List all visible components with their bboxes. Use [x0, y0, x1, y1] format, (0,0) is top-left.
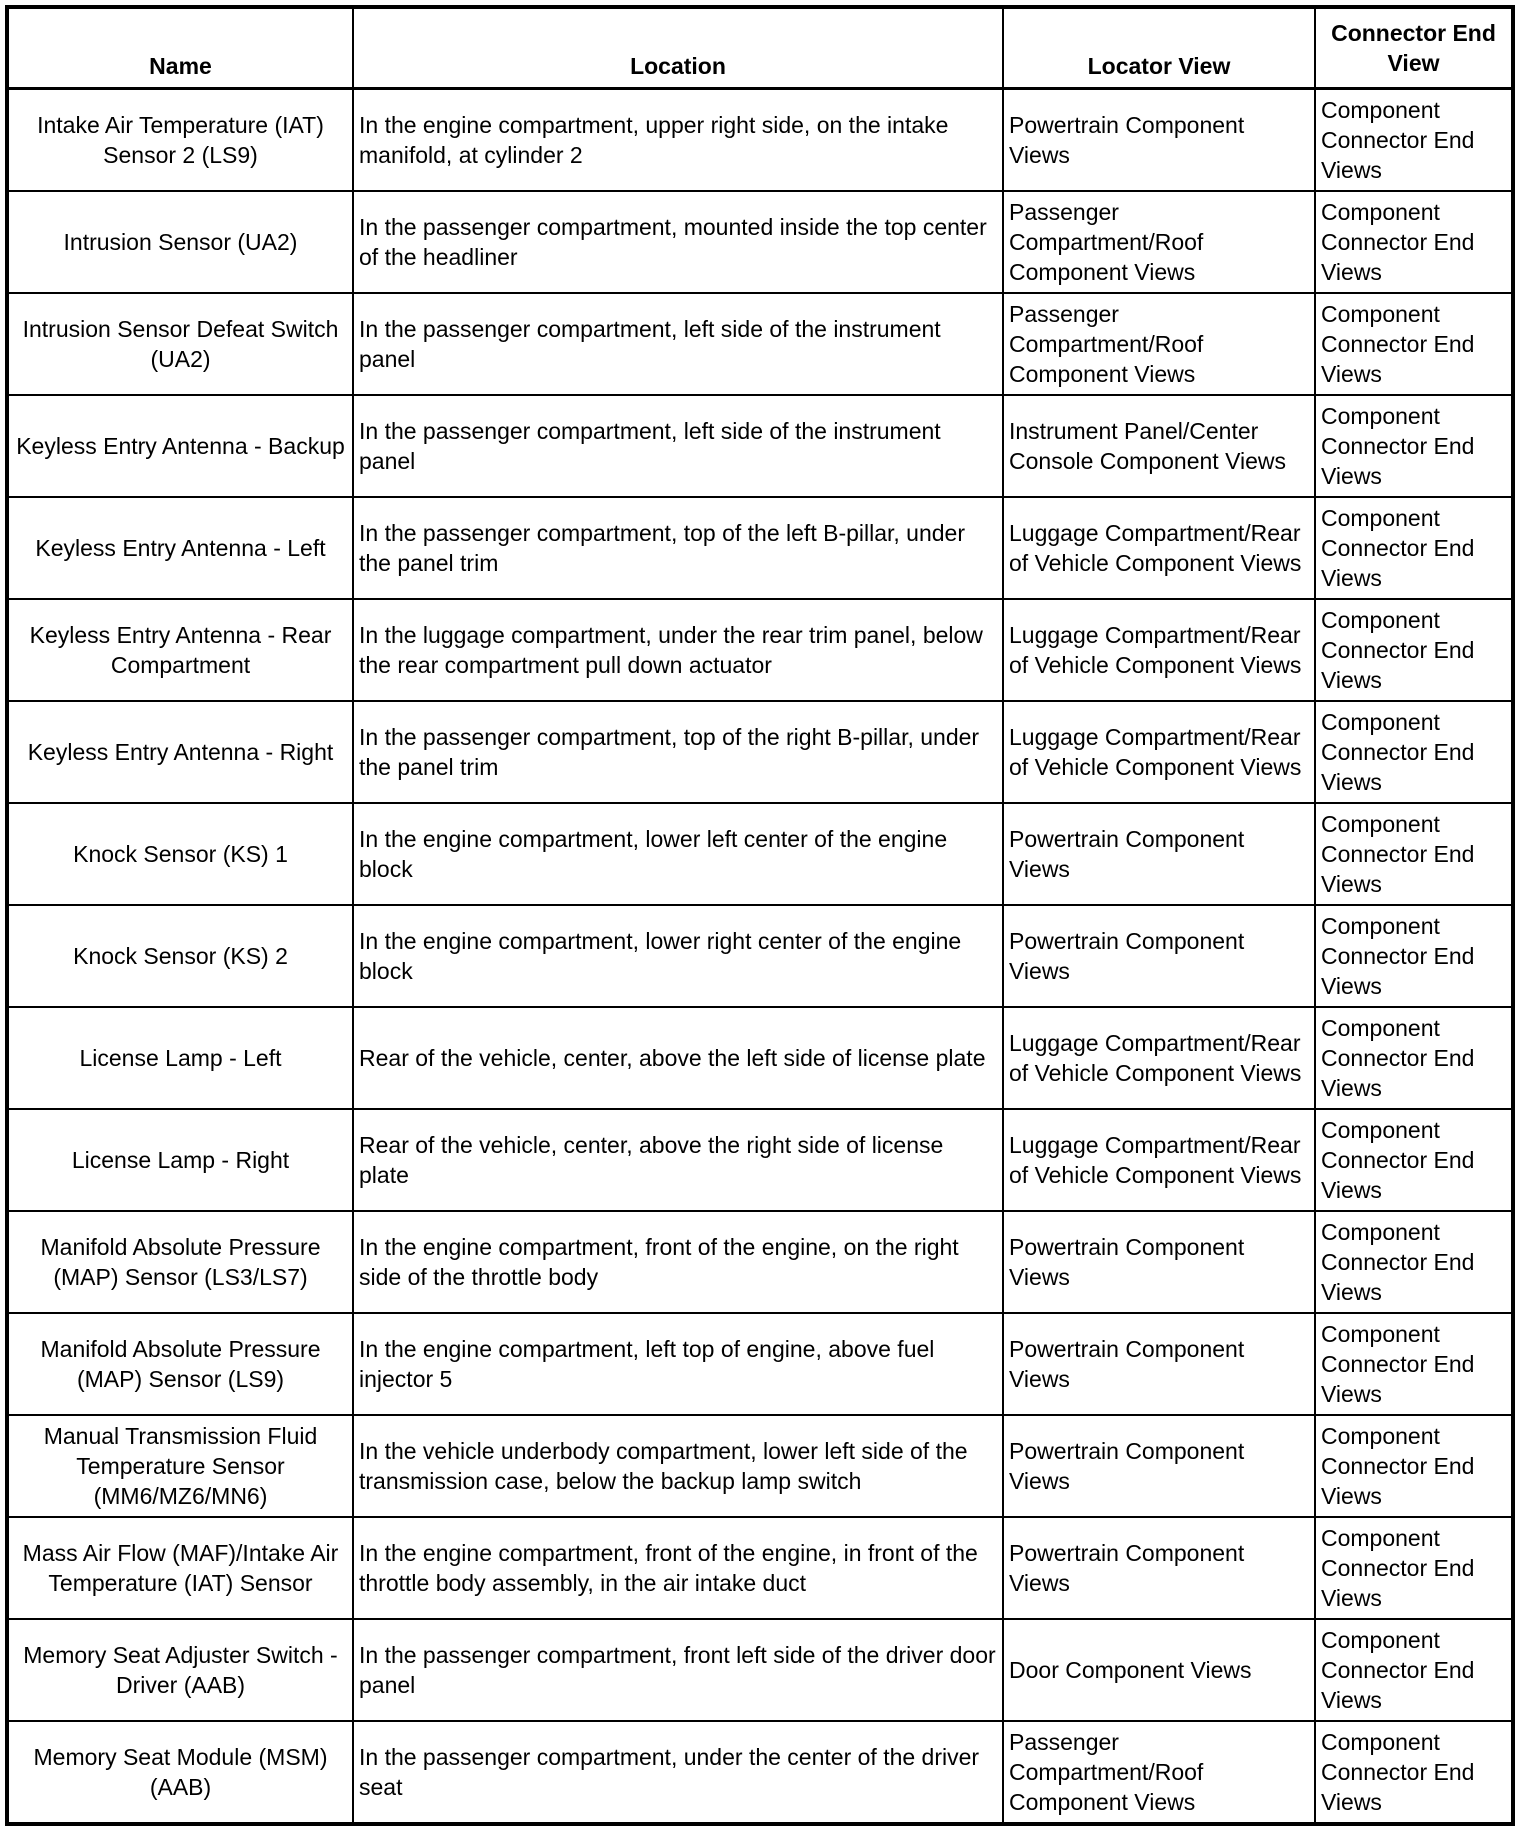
name-cell: Keyless Entry Antenna - Backup	[7, 395, 353, 497]
locator-view-cell: Luggage Compartment/Rear of Vehicle Component Views	[1003, 701, 1315, 803]
name-cell: Intake Air Temperature (IAT) Sensor 2 (LS9)	[7, 89, 353, 192]
locator-view-cell: Door Component Views	[1003, 1619, 1315, 1721]
location-cell: Rear of the vehicle, center, above the right side of license plate	[353, 1109, 1003, 1211]
connector-end-view-cell: Component Connector End Views	[1315, 905, 1513, 1007]
name-cell: Knock Sensor (KS) 1	[7, 803, 353, 905]
name-cell: Keyless Entry Antenna - Rear Compartment	[7, 599, 353, 701]
locator-view-cell: Powertrain Component Views	[1003, 1517, 1315, 1619]
connector-end-view-cell: Component Connector End Views	[1315, 1721, 1513, 1824]
name-cell: Intrusion Sensor (UA2)	[7, 191, 353, 293]
name-cell: Keyless Entry Antenna - Right	[7, 701, 353, 803]
location-cell: In the passenger compartment, top of the left B-pillar, under the panel trim	[353, 497, 1003, 599]
connector-end-view-cell: Component Connector End Views	[1315, 1007, 1513, 1109]
connector-end-view-cell: Component Connector End Views	[1315, 1211, 1513, 1313]
name-cell: Intrusion Sensor Defeat Switch (UA2)	[7, 293, 353, 395]
location-cell: In the passenger compartment, front left side of the driver door panel	[353, 1619, 1003, 1721]
name-cell: Memory Seat Adjuster Switch - Driver (AAB)	[7, 1619, 353, 1721]
table-row	[7, 1313, 1513, 1415]
table-row	[7, 599, 1513, 701]
header-connector-end-view: Connector End View	[1315, 7, 1513, 89]
locator-view-cell: Powertrain Component Views	[1003, 1211, 1315, 1313]
location-cell: In the engine compartment, front of the engine, on the right side of the throttle body	[353, 1211, 1003, 1313]
locator-view-cell: Luggage Compartment/Rear of Vehicle Component Views	[1003, 497, 1315, 599]
table-row	[7, 1619, 1513, 1721]
name-cell: License Lamp - Left	[7, 1007, 353, 1109]
name-cell: Knock Sensor (KS) 2	[7, 905, 353, 1007]
location-cell: In the engine compartment, front of the engine, in front of the throttle body assembly, in the air intake duct	[353, 1517, 1003, 1619]
table-row	[7, 1415, 1513, 1517]
table-row	[7, 905, 1513, 1007]
locator-view-cell: Powertrain Component Views	[1003, 803, 1315, 905]
locator-view-cell: Powertrain Component Views	[1003, 1313, 1315, 1415]
table-row	[7, 191, 1513, 293]
table-row	[7, 497, 1513, 599]
connector-end-view-cell: Component Connector End Views	[1315, 1415, 1513, 1517]
locator-view-cell: Instrument Panel/Center Console Component Views	[1003, 395, 1315, 497]
location-cell: In the passenger compartment, left side of the instrument panel	[353, 395, 1003, 497]
connector-end-view-cell: Component Connector End Views	[1315, 701, 1513, 803]
name-cell: Mass Air Flow (MAF)/Intake Air Temperature (IAT) Sensor	[7, 1517, 353, 1619]
locator-view-cell: Powertrain Component Views	[1003, 89, 1315, 192]
name-cell: Manifold Absolute Pressure (MAP) Sensor (LS3/LS7)	[7, 1211, 353, 1313]
location-cell: In the passenger compartment, top of the right B-pillar, under the panel trim	[353, 701, 1003, 803]
locator-view-cell: Luggage Compartment/Rear of Vehicle Component Views	[1003, 599, 1315, 701]
connector-end-view-cell: Component Connector End Views	[1315, 497, 1513, 599]
locator-view-cell: Powertrain Component Views	[1003, 1415, 1315, 1517]
name-cell: License Lamp - Right	[7, 1109, 353, 1211]
name-cell: Manifold Absolute Pressure (MAP) Sensor (LS9)	[7, 1313, 353, 1415]
header-name: Name	[7, 7, 353, 89]
connector-end-view-cell: Component Connector End Views	[1315, 1313, 1513, 1415]
table-row	[7, 1517, 1513, 1619]
locator-view-cell: Powertrain Component Views	[1003, 905, 1315, 1007]
connector-end-view-cell: Component Connector End Views	[1315, 293, 1513, 395]
header-locator-view: Locator View	[1003, 7, 1315, 89]
location-cell: In the engine compartment, lower right center of the engine block	[353, 905, 1003, 1007]
table-row	[7, 293, 1513, 395]
table-row	[7, 1109, 1513, 1211]
connector-end-view-cell: Component Connector End Views	[1315, 1619, 1513, 1721]
locator-view-cell: Luggage Compartment/Rear of Vehicle Component Views	[1003, 1109, 1315, 1211]
table-row	[7, 89, 1513, 192]
location-cell: In the passenger compartment, left side of the instrument panel	[353, 293, 1003, 395]
locator-view-cell: Passenger Compartment/Roof Component Views	[1003, 1721, 1315, 1824]
location-cell: In the luggage compartment, under the rear trim panel, below the rear compartment pull down actuator	[353, 599, 1003, 701]
connector-end-view-cell: Component Connector End Views	[1315, 599, 1513, 701]
header-row	[7, 7, 1513, 89]
locator-view-cell: Passenger Compartment/Roof Component Views	[1003, 293, 1315, 395]
table-row	[7, 803, 1513, 905]
table-row	[7, 1211, 1513, 1313]
connector-end-view-cell: Component Connector End Views	[1315, 1517, 1513, 1619]
locator-view-cell: Passenger Compartment/Roof Component Views	[1003, 191, 1315, 293]
table-row	[7, 395, 1513, 497]
name-cell: Manual Transmission Fluid Temperature Sensor (MM6/MZ6/MN6)	[7, 1415, 353, 1517]
location-cell: In the passenger compartment, under the center of the driver seat	[353, 1721, 1003, 1824]
connector-end-view-cell: Component Connector End Views	[1315, 89, 1513, 192]
header-location: Location	[353, 7, 1003, 89]
location-cell: In the passenger compartment, mounted inside the top center of the headliner	[353, 191, 1003, 293]
table-row	[7, 701, 1513, 803]
component-locator-table	[5, 5, 1515, 1826]
locator-view-cell: Luggage Compartment/Rear of Vehicle Component Views	[1003, 1007, 1315, 1109]
location-cell: In the vehicle underbody compartment, lower left side of the transmission case, below the backup lamp switch	[353, 1415, 1003, 1517]
table-row	[7, 1007, 1513, 1109]
connector-end-view-cell: Component Connector End Views	[1315, 191, 1513, 293]
connector-end-view-cell: Component Connector End Views	[1315, 1109, 1513, 1211]
name-cell: Keyless Entry Antenna - Left	[7, 497, 353, 599]
location-cell: In the engine compartment, left top of engine, above fuel injector 5	[353, 1313, 1003, 1415]
name-cell: Memory Seat Module (MSM) (AAB)	[7, 1721, 353, 1824]
table-row	[7, 1721, 1513, 1824]
location-cell: In the engine compartment, upper right side, on the intake manifold, at cylinder 2	[353, 89, 1003, 192]
location-cell: Rear of the vehicle, center, above the left side of license plate	[353, 1007, 1003, 1109]
location-cell: In the engine compartment, lower left center of the engine block	[353, 803, 1003, 905]
connector-end-view-cell: Component Connector End Views	[1315, 395, 1513, 497]
connector-end-view-cell: Component Connector End Views	[1315, 803, 1513, 905]
